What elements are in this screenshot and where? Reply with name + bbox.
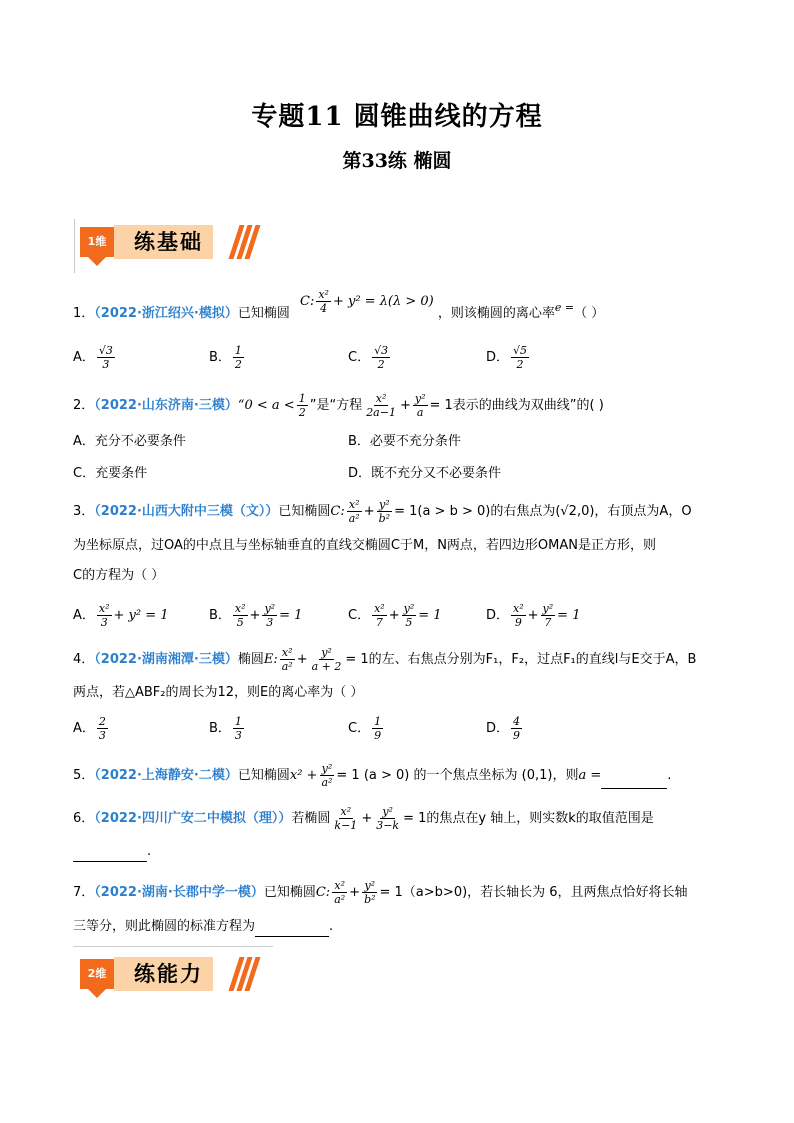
fraction: $\frac{\text{y²}}{\text{a²}}$ [321, 762, 333, 789]
fraction: $\frac{\text{y²}}{a + 2}$ [311, 646, 342, 673]
section-tab: 2维 [80, 959, 114, 989]
option-d[interactable]: D． $\frac{\text{x²}}{9}$ + $\frac{\text{y²}}{7}$ = 1 [486, 602, 581, 629]
question-text: = 1的左、右焦点分别为F₁，F₂，过点F₁的直线l与E交于A，B [345, 652, 697, 667]
option-b[interactable]: B． $\frac{1}{2}$ [209, 344, 242, 371]
fraction: $\frac{\text{x²}}{4}$ [318, 288, 329, 315]
option-c[interactable]: C．充要条件 [73, 466, 148, 481]
fraction: $\frac{1}{2}$ [298, 392, 306, 419]
option-d[interactable]: D．既不充分又不必要条件 [348, 466, 502, 481]
section-divider [74, 219, 75, 273]
section-header-ability [80, 955, 280, 999]
question-text: 已知椭圆 [237, 768, 290, 783]
fraction: $\frac{\text{y²}}{\text{b²}}$ [378, 498, 391, 525]
question-2: 2．（2022·山东济南·三模）“0 < a < $\frac{1}{2}$ ”是“方程 $\frac{\text{x²}}{2a-1}$ + $\frac{\text{y²}}{a}$ = 1表示的曲线为双曲线”的( ) [73, 392, 604, 419]
question-number: 6． [73, 811, 95, 826]
option-d[interactable]: D． $\frac{√5}{2}$ [486, 344, 528, 371]
fraction: $\frac{\text{y²}}{\text{b²}}$ [364, 879, 376, 906]
math-text: a = [578, 768, 602, 783]
math-text: + y² = λ(λ > 0) [332, 294, 434, 309]
question-text: = 1的焦点在y 轴上，则实数k的取值范围是 [403, 811, 654, 826]
question-number: 1． [73, 306, 95, 321]
question-3: 3．（2022·山西大附中三模（文））已知椭圆C: $\frac{\text{x²}}{\text{a²}}$ + $\frac{\text{y²}}{\text{b²}}$ = 1(a > b > 0)的右焦点为(√2,0)，右顶点为A，O [73, 498, 692, 525]
question-number: 2． [73, 398, 95, 413]
fraction: $\frac{\text{x²}}{2a-1}$ [366, 392, 396, 419]
question-source: （2022·上海静安·二模） [94, 768, 238, 783]
option-c[interactable]: C． $\frac{√3}{2}$ [348, 344, 389, 371]
math-text: x² + [289, 768, 318, 783]
page-title: 专题11 圆锥曲线的方程 [251, 102, 543, 132]
math-text: E: [263, 652, 278, 667]
fraction: $\frac{\text{y²}}{3-k}$ [376, 805, 400, 832]
question-text: = 1(a > b > 0)的右焦点为(√2,0)，右顶点为A，O [394, 504, 692, 519]
question-7-line-2: 三等分，则此椭圆的标准方程为 . [73, 917, 333, 937]
section-label: 练能力 [114, 957, 213, 991]
question-text: 已知椭圆 [263, 885, 316, 900]
option-b[interactable]: B． $\frac{\text{x²}}{5}$ + $\frac{\text{y²}}{3}$ = 1 [209, 602, 303, 629]
divider [73, 946, 273, 947]
option-c[interactable]: C． $\frac{\text{x²}}{7}$ + $\frac{\text{y²}}{5}$ = 1 [348, 602, 442, 629]
math-text: C: [315, 885, 331, 900]
question-text: = 1 (a > 0) 的一个焦点坐标为 (0,1)，则 [336, 768, 579, 783]
answer-blank[interactable] [255, 936, 329, 937]
option-a[interactable]: A． $\frac{√3}{3}$ [73, 344, 113, 371]
answer-blank[interactable] [601, 788, 667, 789]
question-4: 4．（2022·湖南湘潭·三模）椭圆E: $\frac{\text{x²}}{\text{a²}}$ + $\frac{\text{y²}}{a + 2}$ = 1的左、右焦点分别为F₁，F₂，过点F₁的直线l与E交于A，B [73, 646, 697, 673]
option-a[interactable]: A．充分不必要条件 [73, 434, 186, 449]
section-header-basics [80, 223, 280, 267]
question-text: 椭圆 [237, 652, 264, 667]
question-text: ，则该椭圆的离心率 [437, 306, 555, 321]
fraction: $\frac{\text{y²}}{a}$ [414, 392, 426, 419]
question-source: （2022·浙江绍兴·模拟） [94, 306, 238, 321]
question-source: （2022·山东济南·三模） [94, 398, 238, 413]
question-number: 4． [73, 652, 95, 667]
section-tab: 1维 [80, 227, 114, 257]
option-a[interactable]: A． $\frac{2}{3}$ [73, 715, 106, 742]
option-b[interactable]: B． $\frac{1}{3}$ [209, 715, 242, 742]
question-text: 已知椭圆 [278, 504, 331, 519]
question-number: 7． [73, 885, 95, 900]
answer-paren: （ ） [574, 306, 605, 321]
answer-blank[interactable] [73, 861, 147, 862]
math-text: e = [554, 301, 575, 314]
option-b[interactable]: B．必要不充分条件 [348, 434, 461, 449]
question-text: = 1（a>b>0)，若长轴长为 6，且两焦点恰好将长轴 [379, 885, 688, 900]
math-text: C: [300, 294, 315, 309]
question-7: 7．（2022·湖南·长郡中学一模）已知椭圆C: $\frac{\text{x²}}{\text{a²}}$ + $\frac{\text{y²}}{\text{b²}}$ = 1（a>b>0)，若长轴长为 6，且两焦点恰好将长轴 [73, 879, 688, 906]
fraction: $\frac{\text{x²}}{k-1}$ [334, 805, 358, 832]
fraction: $\frac{\text{x²}}{\text{a²}}$ [348, 498, 360, 525]
option-c[interactable]: C． $\frac{1}{9}$ [348, 715, 382, 742]
question-6-blank-line: . [73, 842, 151, 862]
option-d[interactable]: D． $\frac{4}{9}$ [486, 715, 521, 742]
question-source: （2022·湖南·长郡中学一模） [94, 885, 264, 900]
question-text: = 1表示的曲线为双曲线”的( ) [429, 398, 604, 413]
option-a[interactable]: A． $\frac{\text{x²}}{3}$ + y² = 1 [73, 602, 169, 629]
math-text: C: [330, 504, 345, 519]
question-3-line-3: C的方程为（ ） [73, 568, 165, 583]
question-text: ”是“方程 [309, 398, 363, 413]
fraction: $\frac{\text{x²}}{\text{a²}}$ [334, 879, 346, 906]
question-number: 5． [73, 768, 95, 783]
page-subtitle: 第33练 椭圆 [342, 150, 452, 172]
section-label: 练基础 [114, 225, 213, 259]
question-4-line-2: 两点，若△ABF₂的周长为12，则E的离心率为（ ） [73, 685, 364, 700]
question-5: 5．（2022·上海静安·二模）已知椭圆x² + $\frac{\text{y²}}{\text{a²}}$ = 1 (a > 0) 的一个焦点坐标为 (0,1)，则a = . [73, 762, 672, 789]
math-text: “0 < a < [237, 398, 295, 413]
question-text: 已知椭圆 [237, 306, 290, 321]
question-source: （2022·湖南湘潭·三模） [94, 652, 238, 667]
question-source: （2022·四川广安二中模拟（理）） [94, 811, 292, 826]
question-source: （2022·山西大附中三模（文）） [94, 504, 279, 519]
question-6: 6．（2022·四川广安二中模拟（理））若椭圆 $\frac{\text{x²}}{k-1}$ + $\frac{\text{y²}}{3-k}$ = 1的焦点在y 轴上，则实数k的取值范围是 [73, 805, 654, 832]
question-1 [73, 288, 605, 327]
question-text: 若椭圆 [291, 811, 331, 826]
question-3-line-2: 为坐标原点，过OA的中点且与坐标轴垂直的直线交椭圆C于M，N两点，若四边形OMAN是正方形，则 [73, 538, 656, 553]
fraction: $\frac{\text{x²}}{\text{a²}}$ [281, 646, 293, 673]
question-number: 3． [73, 504, 95, 519]
